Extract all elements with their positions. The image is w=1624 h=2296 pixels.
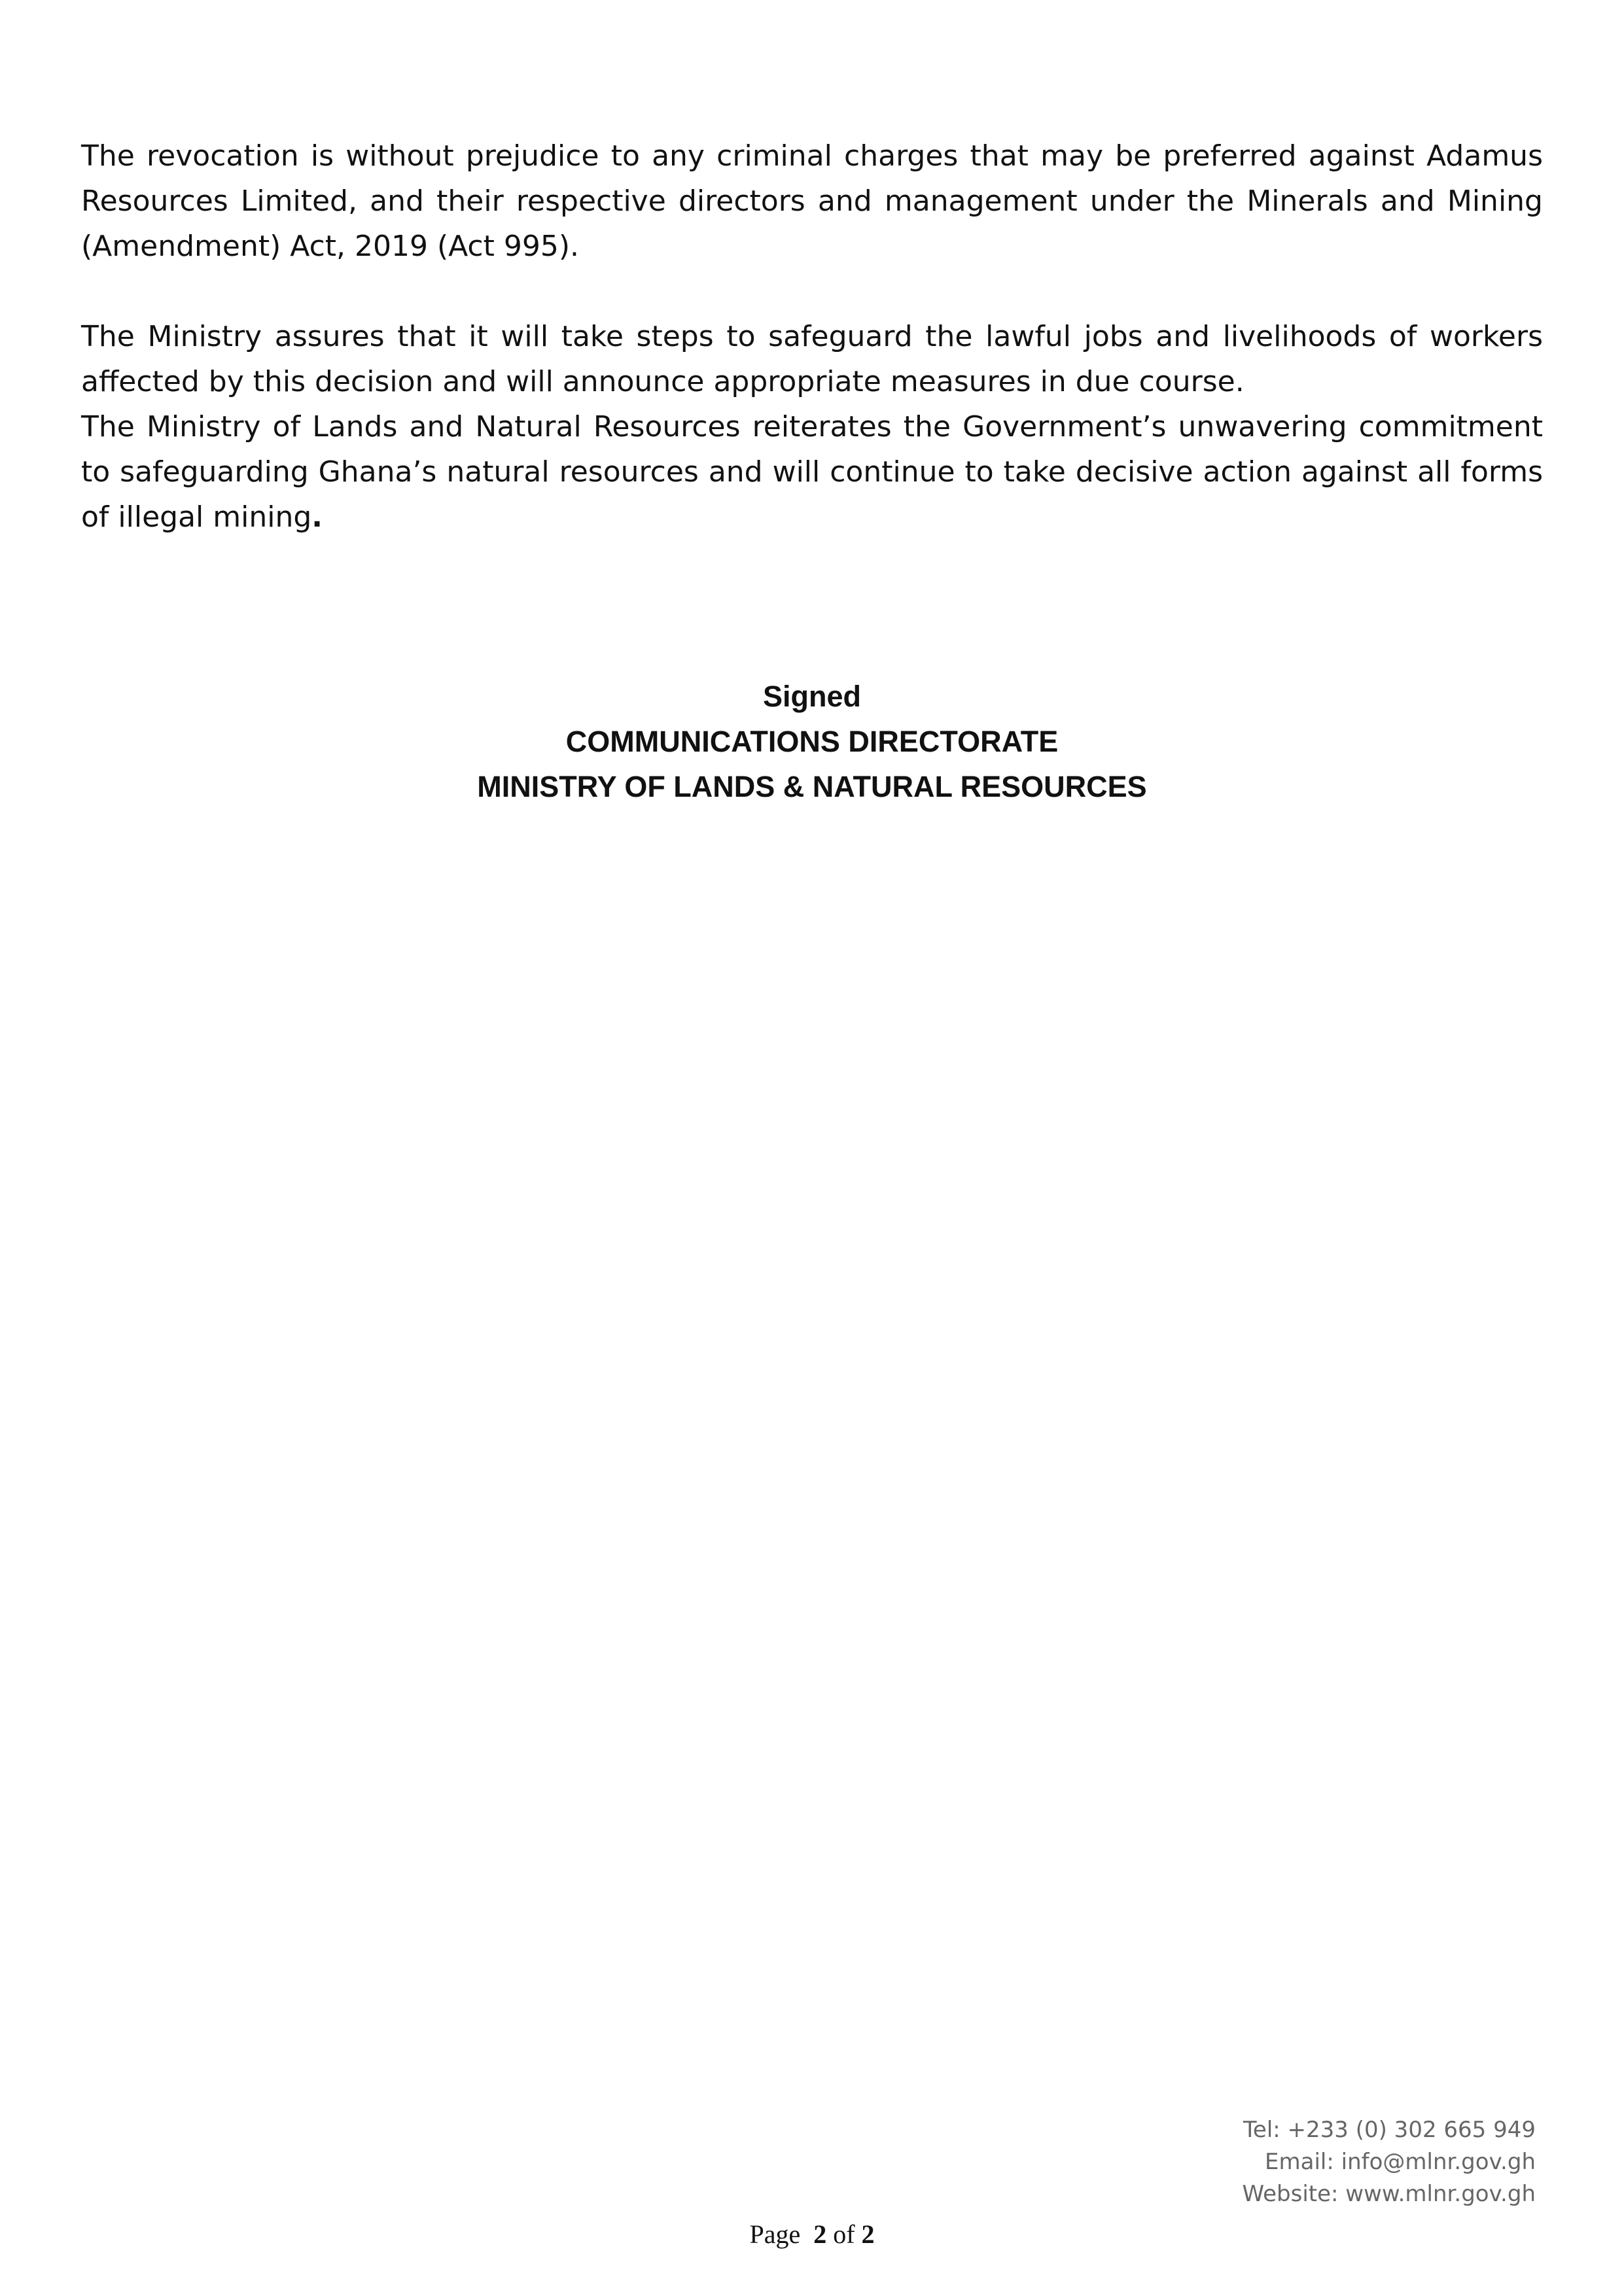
contact-website: Website: www.mlnr.gov.gh (1242, 2181, 1536, 2207)
paragraph-commitment-period: . (311, 500, 323, 534)
paragraph-jobs-assurance: The Ministry assures that it will take steps to safeguard the lawful jobs and livelihoods of workers affected by this decision and will announce appropriate measures in due course. (81, 320, 1543, 398)
page-number (0, 2219, 1624, 2250)
signature-directorate: COMMUNICATIONS DIRECTORATE (565, 725, 1059, 758)
paragraph-revocation: The revocation is without prejudice to any criminal charges that may be preferred against Adamus Resources Limited, and their respective directors and management under the Minerals and Mining (Amendment) Act, 2019 (Act 995). (81, 139, 1543, 263)
signature-signed: Signed (762, 680, 861, 713)
page-label: Page (749, 2219, 801, 2249)
signature-ministry: MINISTRY OF LANDS & NATURAL RESOURCES (477, 770, 1147, 803)
page-of: of (833, 2219, 855, 2249)
paragraph-commitment-text: The Ministry of Lands and Natural Resources reiterates the Government’s unwavering commitment to safeguarding Ghana’s natural resources and will continue to take decisive action against all forms of illegal mining (81, 410, 1543, 534)
paragraph-commitment (81, 404, 1543, 540)
page-total: 2 (861, 2219, 875, 2249)
signature-block (0, 674, 1624, 809)
contact-block (1243, 2114, 1536, 2210)
contact-tel: Tel: +233 (0) 302 665 949 (1243, 2117, 1536, 2143)
contact-email: Email: info@mlnr.gov.gh (1265, 2149, 1536, 2175)
page-current: 2 (813, 2219, 827, 2249)
